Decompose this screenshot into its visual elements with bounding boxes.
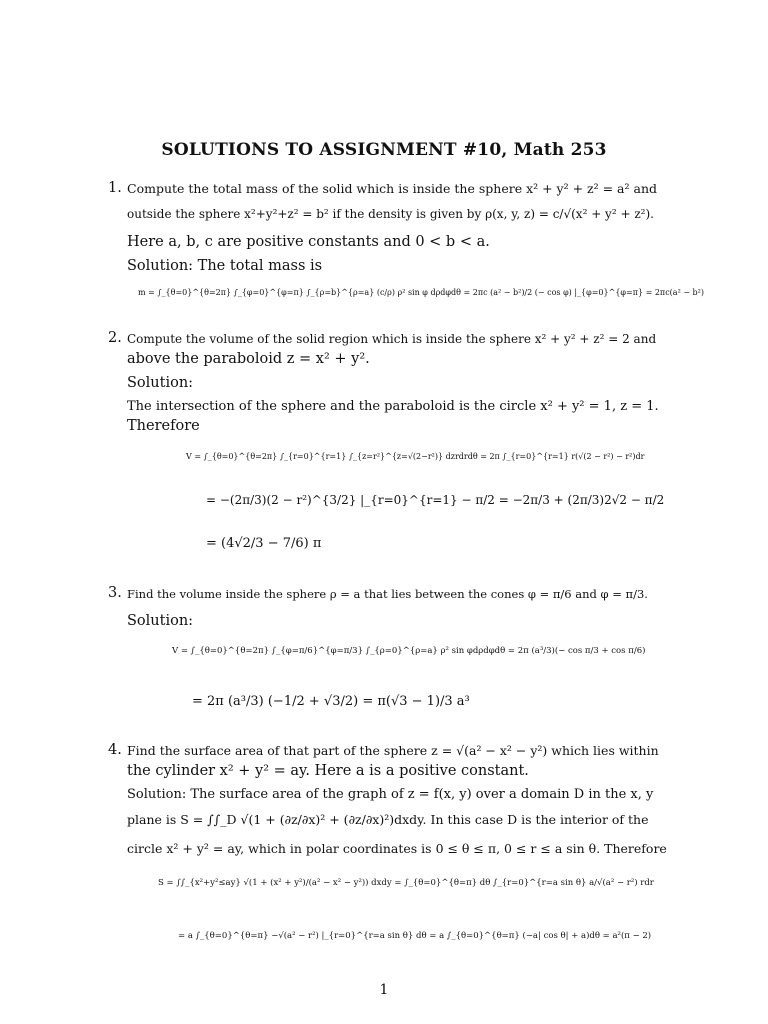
problem-2-solution-label: Solution: <box>127 375 194 391</box>
problem-2-statement-line: above the paraboloid z = x² + y². <box>127 351 370 367</box>
problem-3-statement-line: Find the volume inside the sphere ρ = a that lies between the cones φ = π/6 and φ = π/3. <box>127 587 648 601</box>
problem-3-number: 3. <box>108 585 122 601</box>
problem-1-solution-label: Solution: The total mass is <box>127 258 323 274</box>
document-title: SOLUTIONS TO ASSIGNMENT #10, Math 253 <box>161 140 607 160</box>
problem-4-equation-line-2: = a ∫_{θ=0}^{θ=π} −√(a² − r²) |_{r=0}^{r=a sin θ} dθ = a ∫_{θ=0}^{θ=π} (−a| cos θ| + a)dθ = a²(π − 2) <box>178 931 652 941</box>
problem-4-text-line: circle x² + y² = ay, which in polar coordinates is 0 ≤ θ ≤ π, 0 ≤ r ≤ a sin θ. Therefore <box>127 841 667 856</box>
problem-4-number: 4. <box>108 742 122 758</box>
page-number: 1 <box>379 982 389 998</box>
problem-2-text-line: The intersection of the sphere and the paraboloid is the circle x² + y² = 1, z = 1. <box>127 399 659 414</box>
problem-2-equation-line-1: V = ∫_{θ=0}^{θ=2π} ∫_{r=0}^{r=1} ∫_{z=r²}^{z=√(2−r²)} dzrdrdθ = 2π ∫_{r=0}^{r=1} r(√(2 − r²) − r²)dr <box>186 452 645 461</box>
problem-2-text-line: Therefore <box>127 418 200 434</box>
problem-4-statement-line: the cylinder x² + y² = ay. Here a is a positive constant. <box>127 763 529 779</box>
problem-2-number: 2. <box>108 330 122 346</box>
problem-4-equation-line-1: S = ∫∫_{x²+y²≤ay} √(1 + (x² + y²)/(a² − x² − y²)) dxdy = ∫_{θ=0}^{θ=π} dθ ∫_{r=0}^{r=a sin θ} a/√(a² − r²) rdr <box>158 878 654 888</box>
problem-2-statement-line: Compute the volume of the solid region which is inside the sphere x² + y² + z² = 2 and <box>127 332 657 346</box>
problem-3-equation-line-1: V = ∫_{θ=0}^{θ=2π} ∫_{φ=π/6}^{φ=π/3} ∫_{ρ=0}^{ρ=a} ρ² sin φdρdφdθ = 2π (a³/3)(− cos π/3 + cos π/6) <box>172 646 646 656</box>
problem-4-text-line: Solution: The surface area of the graph of z = f(x, y) over a domain D in the x, y <box>127 787 654 802</box>
problem-1-equation: m = ∫_{θ=0}^{θ=2π} ∫_{φ=0}^{φ=π} ∫_{ρ=b}^{ρ=a} (c/ρ) ρ² sin φ dρdφdθ = 2πc (a² − b²)/2 (− cos φ) |_{φ=0}^{φ=π} = 2πc(a² − b²) <box>138 288 705 297</box>
problem-1-number: 1. <box>108 180 122 196</box>
problem-2-equation-line-3: = (4√2/3 − 7/6) π <box>206 536 322 551</box>
problem-1-statement-line: outside the sphere x²+y²+z² = b² if the density is given by ρ(x, y, z) = c/√(x² + y² + z²). <box>127 207 654 221</box>
problem-3-solution-label: Solution: <box>127 613 194 629</box>
problem-1-statement-line: Here a, b, c are positive constants and 0 < b < a. <box>127 234 490 250</box>
problem-1-statement-line: Compute the total mass of the solid which is inside the sphere x² + y² + z² = a² and <box>127 181 657 196</box>
problem-4-statement-line: Find the surface area of that part of the sphere z = √(a² − x² − y²) which lies within <box>127 743 659 758</box>
problem-3-equation-line-2: = 2π (a³/3) (−1/2 + √3/2) = π(√3 − 1)/3 a³ <box>192 694 470 709</box>
problem-2-equation-line-2: = −(2π/3)(2 − r²)^{3/2} |_{r=0}^{r=1} − π/2 = −2π/3 + (2π/3)2√2 − π/2 <box>206 493 665 507</box>
problem-4-text-line: plane is S = ∫∫_D √(1 + (∂z/∂x)² + (∂z/∂x)²)dxdy. In this case D is the interior of the <box>127 812 649 827</box>
